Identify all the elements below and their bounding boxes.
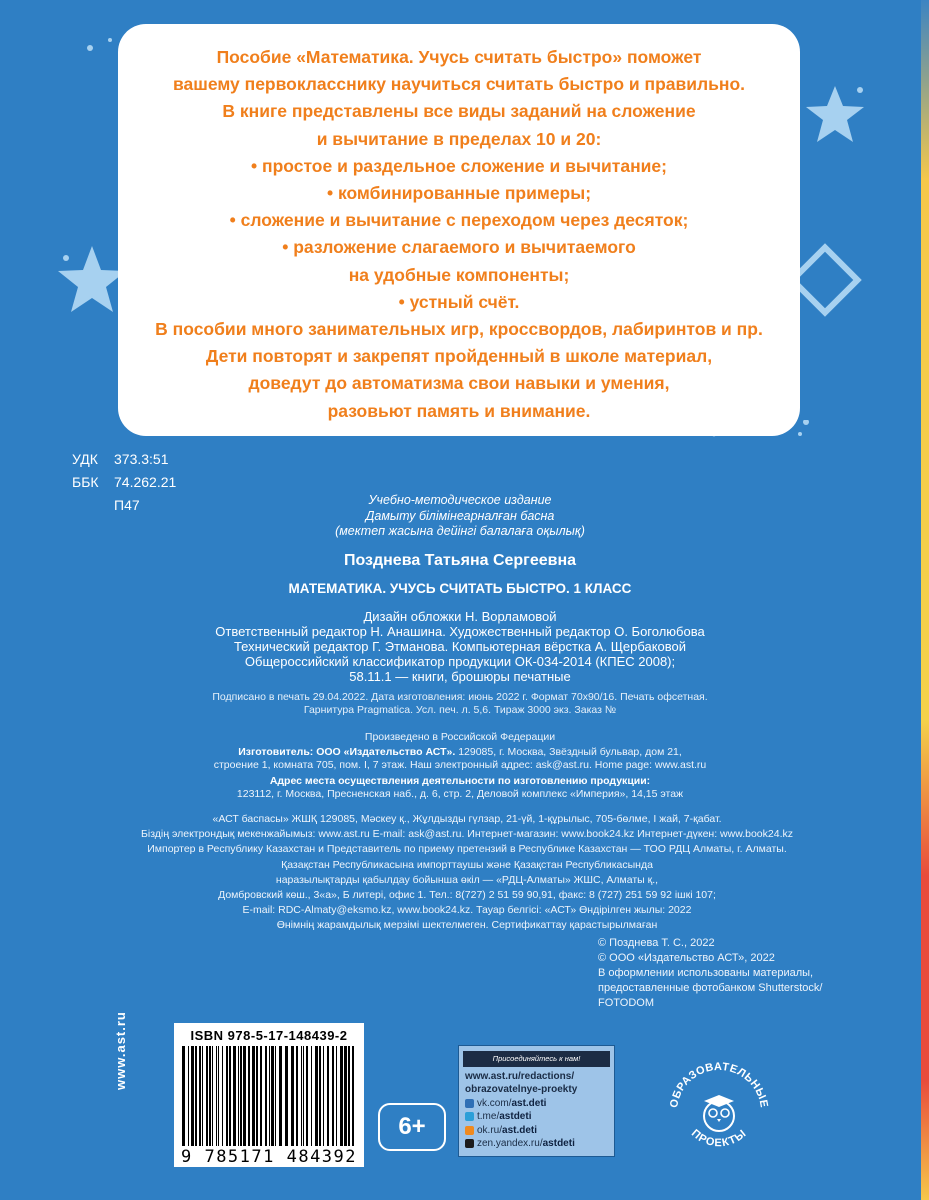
barcode-bar — [226, 1046, 228, 1146]
kz-line: Өнімнің жарамдылық мерзімі шектелмеген. Сертификаттау қарастырылмаған — [276, 919, 658, 932]
barcode-bar — [248, 1046, 250, 1146]
barcode-bar — [275, 1046, 276, 1146]
vk-icon — [465, 1099, 474, 1108]
print-details-line: Подписано в печать 29.04.2022. Дата изготовления: июнь 2022 г. Формат 70x90/16. Печать офсетная. — [212, 691, 708, 703]
barcode-bar — [291, 1046, 294, 1146]
barcode-bar — [199, 1046, 201, 1146]
credits — [60, 609, 860, 684]
barcode-bar — [252, 1046, 255, 1146]
barcode-bar — [233, 1046, 236, 1146]
description-line: Пособие «Математика. Учусь считать быстро» поможет — [216, 47, 702, 67]
book-title: МАТЕМАТИКА. УЧУСЬ СЧИТАТЬ БЫСТРО. 1 КЛАСС — [288, 581, 632, 596]
bbk-value: 74.262.21 — [114, 474, 177, 490]
author-mark-value: П47 — [114, 497, 140, 513]
star-icon-right — [800, 80, 870, 150]
barcode-bar — [218, 1046, 219, 1146]
barcode-bar — [301, 1046, 302, 1146]
udk-value: 373.3:51 — [114, 451, 169, 467]
barcode-bar — [212, 1046, 213, 1146]
barcode-bar — [195, 1046, 197, 1146]
barcode-bar — [315, 1046, 318, 1146]
barcode-bar — [340, 1046, 343, 1146]
barcode-bar — [319, 1046, 321, 1146]
social-link-telegram[interactable]: t.me/ astdeti — [459, 1110, 614, 1124]
bbk-label: ББК — [72, 474, 99, 490]
kz-line: наразылықтарды қабылдау бойынша өкіл — «РДЦ-Алматы» ЖШС, Алматы қ., — [275, 873, 659, 886]
barcode-bar — [209, 1046, 211, 1146]
kz-line: Домбровский көш., 3«а», Б литері, офис 1. Тел.: 8(727) 2 51 59 90,91, факс: 8 (727) 251 59 92 ішкі 107; — [218, 889, 716, 902]
description-line: разовьют память и внимание. — [327, 400, 591, 421]
barcode-bar — [323, 1046, 324, 1146]
barcode-bar — [222, 1046, 223, 1146]
description-line: В пособии много занимательных игр, кроссвордов, лабиринтов и пр. — [155, 319, 763, 340]
barcode-bars — [182, 1046, 356, 1146]
cover-edge-strip — [921, 0, 929, 1200]
copyright-line: © Позднева Т. С., 2022 — [598, 937, 715, 949]
description-line: • сложение и вычитание с переходом через десяток; — [229, 210, 689, 231]
barcode-bar — [265, 1046, 267, 1146]
edition-type-line: Учебно-методическое издание — [368, 493, 552, 507]
age-rating-badge: 6+ — [378, 1103, 446, 1151]
barcode-bar — [269, 1046, 270, 1146]
barcode-bar — [327, 1046, 329, 1146]
barcode-bar — [206, 1046, 208, 1146]
credit-line: Технический редактор Г. Этманова. Компьютерная вёрстка А. Щербаковой — [233, 639, 687, 654]
description-line: • разложение слагаемого и вычитаемого — [282, 237, 636, 258]
social-link-vk[interactable]: vk.com/ ast.deti — [459, 1097, 614, 1111]
barcode-label — [174, 1023, 364, 1167]
barcode-bar — [332, 1046, 334, 1146]
social-header: Присоединяйтесь к нам! — [463, 1051, 610, 1067]
copyright-line: FOTODOM — [598, 997, 655, 1009]
description-line: В книге представлены все виды заданий на сложение — [222, 101, 696, 122]
print-details — [60, 691, 860, 717]
barcode-bar — [238, 1046, 239, 1146]
social-link-zen[interactable]: zen.yandex.ru/ astdeti — [459, 1137, 614, 1151]
edition-type-line: (мектеп жасына дейінгі балалаға оқылық) — [335, 524, 585, 538]
barcode-bar — [311, 1046, 312, 1146]
telegram-icon — [465, 1112, 474, 1121]
print-details-line: Гарнитура Pragmatica. Усл. печ. л. 5,6. Тираж 3000 экз. Заказ № — [303, 704, 617, 716]
barcode-number: 9 785171 484392 — [180, 1147, 358, 1167]
description-line: Дети повторят и закрепят пройденный в школе материал, — [205, 346, 713, 367]
description-line: доведут до автоматизма свои навыки и умения, — [248, 373, 670, 394]
barcode-bar — [303, 1046, 304, 1146]
logo-text-bottom: ПРОЕКТЫ — [688, 1127, 750, 1150]
barcode-bar — [260, 1046, 262, 1146]
description-line: • простое и раздельное сложение и вычитание; — [251, 155, 667, 176]
author-name: Позднева Татьяна Сергеевна — [343, 552, 577, 569]
barcode-bar — [348, 1046, 350, 1146]
redactions-link[interactable]: www.ast.ru/redactions/ — [465, 1070, 575, 1082]
manufacturer-contacts: строение 1, комната 705, пом. I, 7 этаж. Наш электронный адрес: ask@ast.ru. Home page: www.ast.ru — [213, 759, 707, 771]
isbn: ISBN 978-5-17-148439-2 — [190, 1028, 348, 1043]
produced-in: Произведено в Российской Федерации — [364, 731, 556, 743]
social-links-box — [458, 1045, 615, 1157]
description-line: на удобные компоненты; — [348, 264, 570, 285]
website-vertical: www.ast.ru — [113, 1011, 128, 1090]
barcode-bar — [296, 1046, 298, 1146]
barcode-bar — [202, 1046, 203, 1146]
barcode-bar — [256, 1046, 258, 1146]
barcode-bar — [188, 1046, 189, 1146]
description-panel — [118, 24, 800, 436]
logo-text-top: ОБРАЗОВАТЕЛЬНЫЕ — [668, 1060, 770, 1109]
barcode-bar — [306, 1046, 308, 1146]
description-line: и вычитание в пределах 10 и 20: — [316, 128, 602, 149]
credit-line: Общероссийский классификатор продукции ОК-034-2014 (КПЕС 2008); — [244, 654, 676, 669]
kz-line: Қазақстан Республикасына импорттаушы және Қазақстан Республикасында — [281, 858, 653, 871]
description-line: • устный счёт. — [398, 291, 520, 312]
social-link-ok[interactable]: ok.ru/ ast.deti — [459, 1124, 614, 1138]
barcode-bar — [352, 1046, 354, 1146]
activity-address: 123112, г. Москва, Пресненская наб., д. 6, стр. 2, Деловой комплекс «Империя», 14,15 этаж — [236, 788, 684, 800]
barcode-bar — [182, 1046, 185, 1146]
copyright-line: предоставленные фотобанком Shutterstock/ — [598, 982, 823, 994]
barcode-bar — [285, 1046, 288, 1146]
zen-icon — [465, 1139, 474, 1148]
ok-icon — [465, 1126, 474, 1135]
copyright-line: В оформлении использованы материалы, — [598, 967, 814, 979]
credit-line: Ответственный редактор Н. Анашина. Художественный редактор О. Боголюбова — [215, 624, 705, 639]
educational-projects-logo — [660, 1053, 778, 1171]
barcode-bar — [271, 1046, 274, 1146]
edition-type-line: Дамыту білімінеарналған басна — [365, 508, 555, 523]
barcode-bar — [344, 1046, 347, 1146]
kazakhstan-info — [72, 812, 862, 934]
barcode-bar — [243, 1046, 246, 1146]
kz-line: Импортер в Республику Казахстан и Представитель по приему претензий в Республике Казахстан — ТОО РДЦ Алматы, г. Алматы. — [147, 843, 787, 856]
manufacturer-address: 129085, г. Москва, Звёздный бульвар, дом 21, — [455, 746, 682, 758]
barcode-bar — [216, 1046, 217, 1146]
edition-type — [60, 493, 860, 540]
manufacturer-label: Изготовитель: ООО «Издательство АСТ». — [238, 746, 456, 758]
barcode-bar — [229, 1046, 231, 1146]
barcode-bar — [240, 1046, 242, 1146]
barcode-bar — [279, 1046, 282, 1146]
description-line: • комбинированные примеры; — [326, 183, 592, 204]
credit-line: Дизайн обложки Н. Ворламовой — [363, 609, 557, 624]
kz-line: «АСТ баспасы» ЖШҚ 129085, Мәскеу қ., Жұлдызды гүлзар, 21-үй, 1-құрылыс, 705-бөлме, I жай, 7-қабат. — [212, 813, 722, 825]
barcode-bar — [191, 1046, 194, 1146]
copyright-block — [598, 936, 822, 1011]
copyright-line: © ООО «Издательство АСТ», 2022 — [598, 952, 775, 964]
manufacturer-info — [60, 731, 860, 801]
description-line: вашему первокласснику научиться считать быстро и правильно. — [172, 74, 746, 95]
redactions-link-cont[interactable]: obrazovatelnye-proekty — [465, 1084, 578, 1095]
barcode-bar — [336, 1046, 337, 1146]
kz-line: Біздің электрондық мекенжайымыз: www.ast.ru E-mail: ask@ast.ru. Интернет-магазин: www.book24.kz Интернет-дүкен: www.book24.kz — [141, 828, 793, 841]
credit-line: 58.11.1 — книги, брошюры печатные — [349, 669, 571, 684]
activity-label: Адрес места осуществления деятельности по изготовлению продукции: — [269, 775, 651, 787]
kz-line: E-mail: RDC-Almaty@eksmo.kz, www.book24.kz. Тауар белгісі: «АСТ» Өндірілген жылы: 2022 — [242, 904, 692, 917]
udk-label: УДК — [72, 451, 98, 467]
